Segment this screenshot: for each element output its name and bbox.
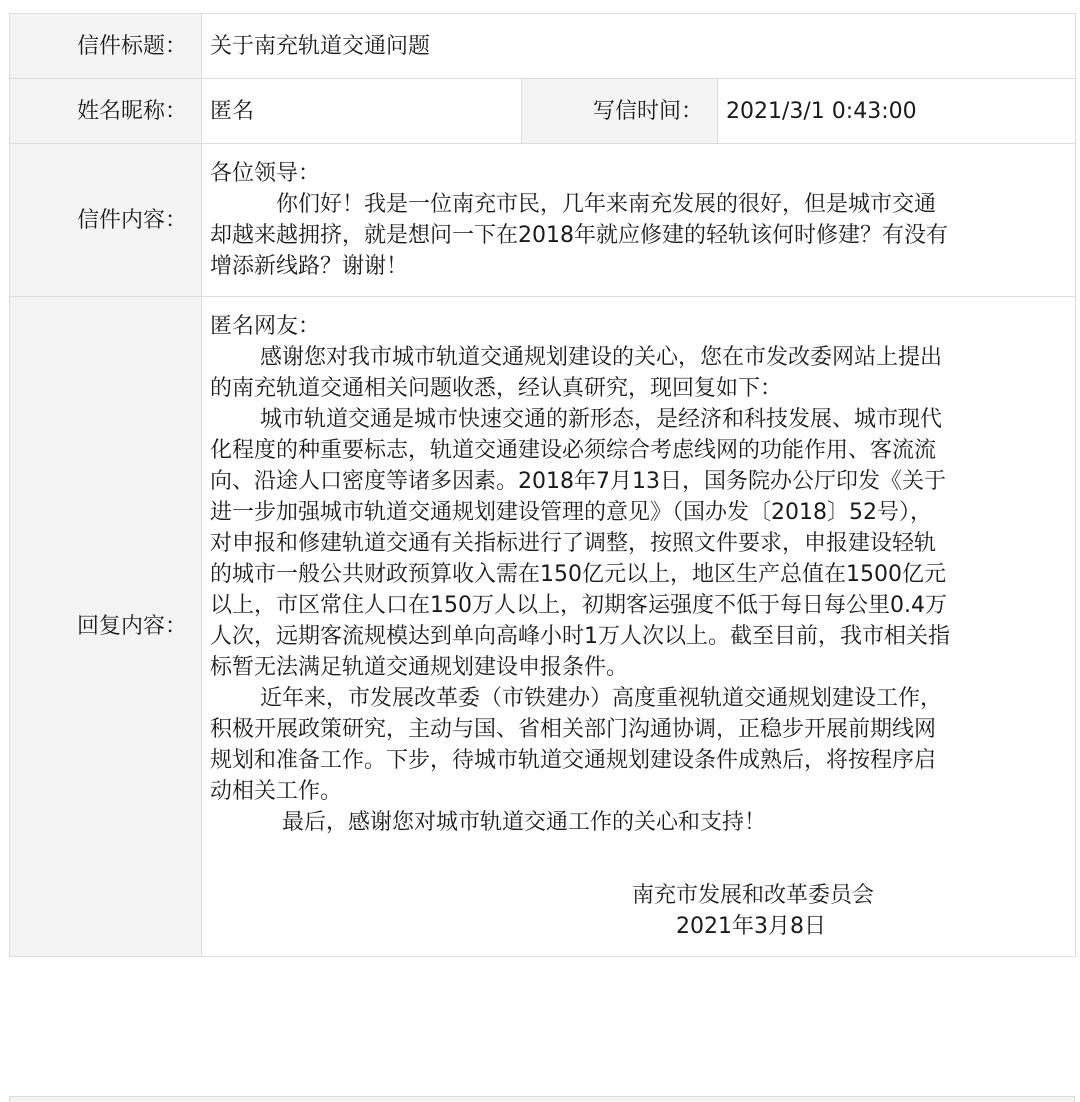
content-line: 增添新线路？谢谢！ bbox=[210, 254, 409, 279]
letter-title: 关于南充轨道交通问题 bbox=[202, 14, 1076, 79]
reply-line: 以上，市区常住人口在150万人以上，初期客运强度不低于每日每公里0.4万 bbox=[210, 593, 947, 618]
reply-line: 标暂无法满足轨道交通规划建设申报条件。 bbox=[210, 655, 629, 680]
reply-row bbox=[10, 297, 1076, 957]
letter-time: 2021/3/1 0:43:00 bbox=[718, 79, 1076, 144]
reply-date: 2021年3月8日 bbox=[676, 914, 826, 939]
content-line: 你们好！我是一位南充市民，几年来南充发展的很好，但是城市交通 bbox=[276, 192, 937, 217]
title-label: 信件标题： bbox=[10, 14, 202, 79]
reply-content bbox=[202, 297, 1076, 957]
reply-line: 化程度的种重要标志，轨道交通建设必须综合考虑线网的功能作用、客流流 bbox=[210, 438, 937, 463]
reply-line: 的南充轨道交通相关问题收悉，经认真研究，现回复如下： bbox=[210, 376, 783, 401]
title-row bbox=[10, 14, 1076, 79]
reply-line: 近年来，市发展改革委（市铁建办）高度重视轨道交通规划建设工作， bbox=[260, 686, 943, 711]
reply-signature: 南充市发展和改革委员会 bbox=[632, 883, 875, 908]
reply-line: 最后，感谢您对城市轨道交通工作的关心和支持！ bbox=[282, 810, 767, 835]
letter-content bbox=[202, 144, 1076, 297]
reply-label: 回复内容： bbox=[10, 297, 202, 957]
next-row-edge bbox=[9, 1096, 1075, 1102]
signature-gap bbox=[210, 838, 1067, 880]
reply-line: 人次，远期客流规模达到单向高峰小时1万人次以上。截至目前，我市相关指 bbox=[210, 624, 950, 649]
reply-line: 匿名网友： bbox=[210, 314, 321, 339]
reply-line: 向、沿途人口密度等诸多因素。2018年7月13日，国务院办公厅印发《关于 bbox=[210, 469, 946, 494]
content-line: 却越来越拥挤，就是想问一下在2018年就应修建的轻轨该何时修建？有没有 bbox=[210, 223, 948, 248]
name-label: 姓名昵称： bbox=[10, 79, 202, 144]
reply-line: 规划和准备工作。下步，待城市轨道交通规划建设条件成熟后，将按程序启 bbox=[210, 748, 937, 773]
sender-name: 匿名 bbox=[202, 79, 522, 144]
reply-line: 对申报和修建轨道交通有关指标进行了调整，按照文件要求，申报建设轻轨 bbox=[210, 531, 937, 556]
reply-line: 积极开展政策研究，主动与国、省相关部门沟通协调，正稳步开展前期线网 bbox=[210, 717, 937, 742]
time-label: 写信时间： bbox=[522, 79, 718, 144]
reply-line: 城市轨道交通是城市快速交通的新形态，是经济和科技发展、城市现代 bbox=[260, 407, 943, 432]
content-row bbox=[10, 144, 1076, 297]
reply-line: 动相关工作。 bbox=[210, 779, 343, 804]
content-label: 信件内容： bbox=[10, 144, 202, 297]
reply-line: 的城市一般公共财政预算收入需在150亿元以上，地区生产总值在1500亿元 bbox=[210, 562, 946, 587]
letter-table bbox=[9, 13, 1076, 957]
reply-line: 进一步加强城市轨道交通规划建设管理的意见》（国办发〔2018〕52号）， bbox=[210, 500, 932, 525]
name-time-row bbox=[10, 79, 1076, 144]
reply-line: 感谢您对我市城市轨道交通规划建设的关心，您在市发改委网站上提出 bbox=[260, 345, 943, 370]
content-line: 各位领导： bbox=[210, 161, 321, 186]
